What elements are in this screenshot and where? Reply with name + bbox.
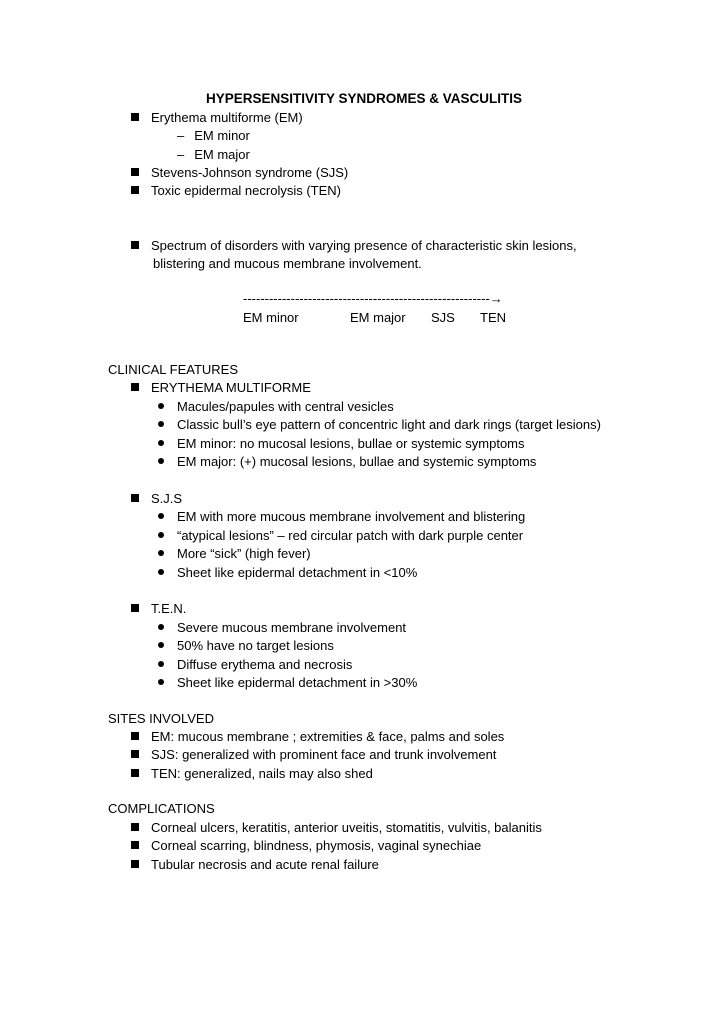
group-label-sjs: S.J.S — [131, 491, 182, 507]
section-heading-complications: COMPLICATIONS — [108, 801, 215, 816]
round-bullet-icon — [158, 661, 164, 667]
list-item: EM with more mucous membrane involvement and blistering — [158, 509, 525, 525]
square-bullet-icon — [131, 186, 139, 194]
square-bullet-icon — [131, 383, 139, 391]
list-item: SJS: generalized with prominent face and trunk involvement — [131, 747, 496, 763]
square-bullet-icon — [131, 860, 139, 868]
list-item: Classic bull’s eye pattern of concentric light and dark rings (target lesions) — [158, 417, 601, 433]
round-bullet-icon — [158, 642, 164, 648]
square-bullet-icon — [131, 494, 139, 502]
spectrum-arrow: ---------------------------------------------------------→ — [243, 291, 503, 306]
list-item: Corneal ulcers, keratitis, anterior uveitis, stomatitis, vulvitis, balanitis — [131, 820, 542, 836]
square-bullet-icon — [131, 732, 139, 740]
square-bullet-icon — [131, 604, 139, 612]
list-item: EM: mucous membrane ; extremities & face, palms and soles — [131, 729, 504, 745]
list-item: Corneal scarring, blindness, phymosis, vaginal synechiae — [131, 838, 481, 854]
sub-item-em-major: – EM major — [177, 147, 250, 162]
round-bullet-icon — [158, 403, 164, 409]
spectrum-label: SJS — [431, 310, 455, 325]
square-bullet-icon — [131, 769, 139, 777]
square-bullet-icon — [131, 113, 139, 121]
list-item: “atypical lesions” – red circular patch with dark purple center — [158, 528, 523, 544]
square-bullet-icon — [131, 841, 139, 849]
list-item: Tubular necrosis and acute renal failure — [131, 857, 379, 873]
list-item: TEN: generalized, nails may also shed — [131, 766, 373, 782]
list-item: EM major: (+) mucosal lesions, bullae and systemic symptoms — [158, 454, 536, 470]
square-bullet-icon — [131, 823, 139, 831]
square-bullet-icon — [131, 241, 139, 249]
list-item: Sheet like epidermal detachment in >30% — [158, 675, 417, 691]
square-bullet-icon — [131, 750, 139, 758]
section-heading-sites: SITES INVOLVED — [108, 711, 214, 726]
list-item-em: Erythema multiforme (EM) — [131, 110, 303, 126]
spectrum-text: Spectrum of disorders with varying presence of characteristic skin lesions, — [131, 238, 577, 254]
list-item: Sheet like epidermal detachment in <10% — [158, 565, 417, 581]
round-bullet-icon — [158, 569, 164, 575]
list-item: EM minor: no mucosal lesions, bullae or systemic symptoms — [158, 436, 525, 452]
round-bullet-icon — [158, 421, 164, 427]
group-label-ten: T.E.N. — [131, 601, 186, 617]
round-bullet-icon — [158, 624, 164, 630]
spectrum-label: EM minor — [243, 310, 299, 325]
list-item: More “sick” (high fever) — [158, 546, 311, 562]
round-bullet-icon — [158, 550, 164, 556]
list-item-ten: Toxic epidermal necrolysis (TEN) — [131, 183, 341, 199]
list-item-sjs: Stevens-Johnson syndrome (SJS) — [131, 165, 348, 181]
list-item: Diffuse erythema and necrosis — [158, 657, 352, 673]
list-item: Macules/papules with central vesicles — [158, 399, 394, 415]
spectrum-text-cont: blistering and mucous membrane involvement. — [153, 256, 422, 271]
dash-bullet-icon: – — [177, 128, 185, 143]
spectrum-label: TEN — [480, 310, 506, 325]
sub-item-em-minor: – EM minor — [177, 128, 250, 143]
round-bullet-icon — [158, 679, 164, 685]
round-bullet-icon — [158, 440, 164, 446]
round-bullet-icon — [158, 513, 164, 519]
round-bullet-icon — [158, 532, 164, 538]
group-label-em: ERYTHEMA MULTIFORME — [131, 380, 311, 396]
spectrum-label: EM major — [350, 310, 406, 325]
list-item: 50% have no target lesions — [158, 638, 334, 654]
list-item: Severe mucous membrane involvement — [158, 620, 406, 636]
dash-bullet-icon: – — [177, 147, 185, 162]
section-heading-clinical: CLINICAL FEATURES — [108, 362, 239, 377]
page-title: HYPERSENSITIVITY SYNDROMES & VASCULITIS — [205, 91, 523, 106]
round-bullet-icon — [158, 458, 164, 464]
square-bullet-icon — [131, 168, 139, 176]
